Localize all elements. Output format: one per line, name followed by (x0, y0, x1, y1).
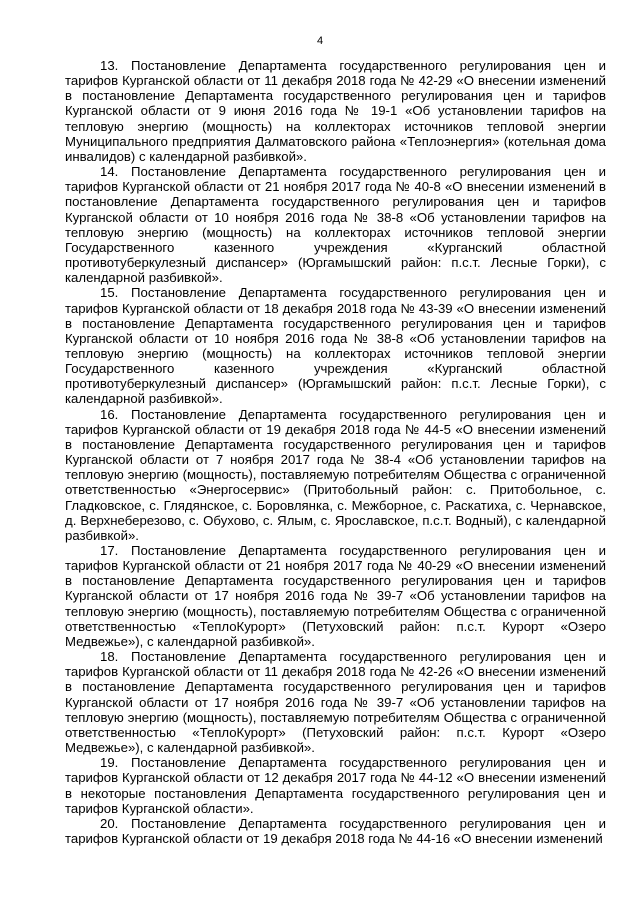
list-item-17: 17. Постановление Департамента государственного регулирования цен и тарифов Курганской области от 21 ноября 2017 года № 40-29 «О внесении изменений в постановление Департамента государственного регулирования цен и тарифов Курганской области от 17 ноября 2016 года № 39-7 «Об установлении тарифов на тепловую энергию (мощность), поставляемую потребителям Общества с ограниченной ответственностью «ТеплоКурорт» (Петуховский район: п.с.т. Курорт «Озеро Медвежье»), с календарной разбивкой». (65, 543, 606, 649)
list-item-18: 18. Постановление Департамента государственного регулирования цен и тарифов Курганской области от 11 декабря 2018 года № 42-26 «О внесении изменений в постановление Департамента государственного регулирования цен и тарифов Курганской области от 17 ноября 2016 года № 39-7 «Об установлении тарифов на тепловую энергию (мощность), поставляемую потребителям Общества с ограниченной ответственностью «ТеплоКурорт» (Петуховский район: п.с.т. Курорт «Озеро Медвежье»), с календарной разбивкой». (65, 649, 606, 756)
list-item-20: 20. Постановление Департамента государственного регулирования цен и тарифов Курганской области от 19 декабря 2018 года № 44-16 «О внесении изменений (65, 815, 606, 846)
document-body (65, 58, 606, 846)
list-item-13: 13. Постановление Департамента государственного регулирования цен и тарифов Курганской области от 11 декабря 2018 года № 42-29 «О внесении изменений в постановление Департамента государственного регулирования цен и тарифов Курганской области от 9 июня 2016 года № 19-1 «Об установлении тарифов на тепловую энергию (мощность) на коллекторах источников тепловой энергии Муниципального предприятия Далматовского района «Теплоэнергия» (котельная дома инвалидов) с календарной разбивкой». (65, 58, 606, 164)
page-number: 4 (316, 35, 324, 47)
list-item-14: 14. Постановление Департамента государственного регулирования цен и тарифов Курганской области от 21 ноября 2017 года № 40-8 «О внесении изменений в постановление Департамента государственного регулирования цен и тарифов Курганской области от 10 ноября 2016 года № 38-8 «Об установлении тарифов на тепловую энергию (мощность) на коллекторах источников тепловой энергии Государственного казенного учреждения «Курганский областной противотуберкулезный диспансер» (Юргамышский район: п.с.т. Лесные Горки), с календарной разбивкой». (65, 164, 606, 286)
list-item-15: 15. Постановление Департамента государственного регулирования цен и тарифов Курганской области от 18 декабря 2018 года № 43-39 «О внесении изменений в постановление Департамента государственного регулирования цен и тарифов Курганской области от 10 ноября 2016 года № 38-8 «Об установлении тарифов на тепловую энергию (мощность) на коллекторах источников тепловой энергии Государственного казенного учреждения «Курганский областной противотуберкулезный диспансер» (Юргамышский район: п.с.т. Лесные Горки), с календарной разбивкой». (65, 285, 606, 407)
list-item-19: 19. Постановление Департамента государственного регулирования цен и тарифов Курганской области от 12 декабря 2017 года № 44-12 «О внесении изменений в некоторые постановления Департамента государственного регулирования цен и тарифов Курганской области». (65, 755, 606, 816)
list-item-16: 16. Постановление Департамента государственного регулирования цен и тарифов Курганской области от 19 декабря 2018 года № 44-5 «О внесении изменений в постановление Департамента государственного регулирования цен и тарифов Курганской области от 7 ноября 2017 года № 38-4 «Об установлении тарифов на тепловую энергию (мощность), поставляемую потребителям Общества с ограниченной ответственностью «Энергосервис» (Притобольный район: с. Притобольное, с. Гладковское, с. Глядянское, с. Боровлянка, с. Межборное, с. Раскатиха, с. Чернавское, д. Верхнеберезово, с. Обухово, с. Ялым, с. Ярославское, п.с.т. Водный), с календарной разбивкой». (65, 406, 606, 543)
